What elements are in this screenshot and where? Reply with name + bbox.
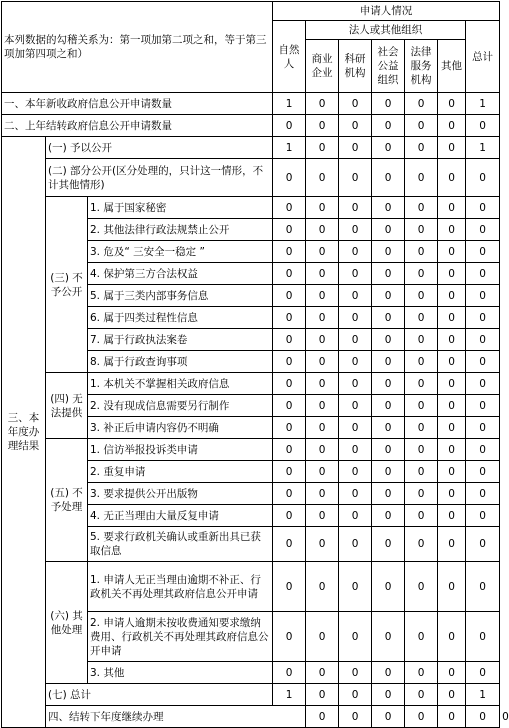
cell: 0 [405,241,438,263]
cell: 0 [372,263,405,285]
cell: 0 [339,461,372,483]
table-description: 本列数据的勾稽关系为：第一项加第二项之和，等于第三项加第四项之和） [2,2,273,93]
cell: 0 [273,197,306,219]
cell: 0 [405,439,438,461]
cell: 0 [466,307,500,329]
cell: 0 [405,527,438,562]
cell: 0 [405,505,438,527]
cell: 0 [438,329,466,351]
cell: 0 [306,483,339,505]
col-total: 总计 [466,21,500,93]
cell: 0 [339,505,372,527]
cell: 0 [466,351,500,373]
cell: 0 [405,115,438,137]
cell: 0 [306,159,339,197]
cell: 0 [339,612,372,662]
cell: 0 [306,662,339,684]
cell: 0 [306,115,339,137]
row-label: 一、本年新收政府信息公开申请数量 [2,93,273,115]
cell: 0 [273,505,306,527]
cell: 0 [466,241,500,263]
cell: 0 [306,439,339,461]
cell: 0 [273,159,306,197]
cell: 0 [306,93,339,115]
cell: 0 [339,395,372,417]
cell: 0 [438,612,466,662]
cell: 0 [273,562,306,612]
row-label: 1. 信访举报投诉类申请 [88,439,273,461]
cell: 0 [306,219,339,241]
cell: 0 [405,307,438,329]
cell: 0 [306,329,339,351]
cell: 0 [438,662,466,684]
table-row [2,373,500,395]
table-row: 四、结转下年度继续办理 0 0 0 0 0 0 0 [2,706,500,728]
cell: 0 [372,417,405,439]
cell: 0 [438,527,466,562]
row-label: 4. 无正当理由大量反复申请 [88,505,273,527]
cell: 0 [372,373,405,395]
cell: 0 [405,662,438,684]
cell: 0 [466,706,500,728]
section-3-label: 三、本年度办理结果 [2,137,46,728]
cell: 0 [306,417,339,439]
cell: 0 [405,562,438,612]
cell: 0 [339,329,372,351]
row-label: 1. 本机关不掌握相关政府信息 [88,373,273,395]
row-label: 3. 其他 [88,662,273,684]
cell: 1 [466,93,500,115]
cell: 0 [466,483,500,505]
cell: 0 [306,307,339,329]
cell: 0 [405,263,438,285]
cell: 0 [438,137,466,159]
subsection-5-label: (五) 不予处理 [46,439,88,562]
cell: 0 [438,285,466,307]
subsection-3-label: (三) 不予公开 [46,197,88,373]
cell: 0 [466,285,500,307]
cell: 0 [306,395,339,417]
cell: 0 [339,483,372,505]
cell: 0 [372,307,405,329]
cell: 0 [273,461,306,483]
cell: 0 [438,115,466,137]
cell: 0 [273,329,306,351]
cell: 0 [372,505,405,527]
cell: 0 [405,706,438,728]
cell: 0 [405,219,438,241]
cell: 0 [438,395,466,417]
cell: 0 [438,373,466,395]
cell: 0 [306,373,339,395]
cell: 0 [405,329,438,351]
cell: 0 [438,307,466,329]
cell: 0 [438,197,466,219]
col-other: 其他 [438,40,466,93]
cell: 0 [466,197,500,219]
cell: 0 [339,137,372,159]
col-research-institution: 科研机构 [339,40,372,93]
cell: 1 [273,684,306,706]
row-label: 6. 属于四类过程性信息 [88,307,273,329]
cell: 0 [466,263,500,285]
cell: 0 [372,137,405,159]
cell: 0 [372,241,405,263]
cell: 0 [339,159,372,197]
row-label: 二、上年结转政府信息公开申请数量 [2,115,273,137]
cell: 0 [306,263,339,285]
cell: 0 [466,461,500,483]
cell: 0 [466,527,500,562]
cell: 0 [405,285,438,307]
cell: 0 [372,219,405,241]
cell: 1 [273,137,306,159]
cell: 0 [339,197,372,219]
cell: 0 [339,706,372,728]
row-label: 5. 要求行政机关确认或重新出具已获取信息 [88,527,273,562]
applicant-situation-header: 申请人情况 [273,2,500,21]
cell: 0 [372,197,405,219]
cell: 0 [372,285,405,307]
cell: 0 [372,612,405,662]
table-row [2,197,500,219]
cell: 0 [339,93,372,115]
cell: 0 [405,137,438,159]
cell: 0 [273,307,306,329]
cell: 1 [466,137,500,159]
cell: 0 [438,263,466,285]
cell: 0 [306,706,339,728]
cell: 0 [339,373,372,395]
row-label: 3. 补正后申请内容仍不明确 [88,417,273,439]
cell: 0 [372,93,405,115]
cell: 0 [273,662,306,684]
cell: 0 [438,684,466,706]
row-label: (一) 予以公开 [46,137,273,159]
subsection-6-label: (六) 其他处理 [46,562,88,684]
cell: 0 [306,684,339,706]
cell: 0 [273,285,306,307]
cell: 0 [405,197,438,219]
cell: 0 [339,527,372,562]
cell: 0 [466,439,500,461]
cell: 0 [405,483,438,505]
cell: 0 [466,562,500,612]
cell: 1 [273,93,306,115]
cell: 0 [466,159,500,197]
row-label: 1. 属于国家秘密 [88,197,273,219]
row-label: 7. 属于行政执法案卷 [88,329,273,351]
cell: 0 [273,439,306,461]
table-row [2,137,500,159]
table-row [2,159,500,197]
cell: 0 [372,527,405,562]
cell: 0 [273,219,306,241]
cell: 0 [438,417,466,439]
table-row [2,562,500,612]
cell: 0 [273,417,306,439]
cell: 0 [438,93,466,115]
cell: 0 [405,684,438,706]
col-commercial-enterprise: 商业企业 [306,40,339,93]
cell: 0 [372,684,405,706]
cell: 0 [306,461,339,483]
info-disclosure-table [1,1,509,728]
cell: 0 [405,351,438,373]
cell: 0 [273,612,306,662]
cell: 0 [372,706,405,728]
row-label: 5. 属于三类内部事务信息 [88,285,273,307]
row-label: 四、结转下年度继续办理 [46,706,306,728]
row-label: (七) 总计 [46,684,273,706]
row-label: 3. 要求提供公开出版物 [88,483,273,505]
cell: 0 [306,137,339,159]
row-label: 2. 申请人逾期未按收费通知要求缴纳费用、行政机关不再处理其政府信息公开申请 [88,612,273,662]
cell: 0 [405,395,438,417]
col-public-welfare-org: 社会公益组织 [372,40,405,93]
cell: 0 [372,662,405,684]
cell: 0 [438,159,466,197]
cell: 0 [438,439,466,461]
row-label: 2. 其他法律行政法规禁止公开 [88,219,273,241]
row-label: (二) 部分公开(区分处理的，只计这一情形，不计其他情形) [46,159,273,197]
cell: 0 [306,527,339,562]
row-label: 2. 没有现成信息需要另行制作 [88,395,273,417]
cell: 0 [306,612,339,662]
legal-or-other-header: 法人或其他组织 [306,21,466,40]
cell: 0 [372,439,405,461]
cell: 0 [405,461,438,483]
row-label: 3. 危及“ 三安全一稳定 ” [88,241,273,263]
col-legal-service-org: 法律服务机构 [405,40,438,93]
subsection-4-label: (四) 无法提供 [46,373,88,439]
cell: 0 [339,241,372,263]
cell: 0 [372,159,405,197]
row-label: 2. 重复申请 [88,461,273,483]
cell: 0 [372,351,405,373]
cell: 0 [273,351,306,373]
cell: 0 [339,263,372,285]
cell: 0 [339,307,372,329]
table-row [2,684,500,706]
cell: 0 [339,417,372,439]
cell: 0 [339,439,372,461]
cell: 0 [273,395,306,417]
cell: 0 [372,562,405,612]
row-label: 4. 保护第三方合法权益 [88,263,273,285]
row-label: 8. 属于行政查询事项 [88,351,273,373]
cell: 0 [438,706,466,728]
cell: 0 [438,562,466,612]
cell: 0 [466,373,500,395]
cell: 0 [405,612,438,662]
cell: 0 [438,505,466,527]
cell: 0 [306,197,339,219]
cell: 0 [466,115,500,137]
cell: 0 [438,483,466,505]
cell: 0 [339,115,372,137]
cell: 0 [273,483,306,505]
col-natural-person: 自然人 [273,21,306,93]
cell: 0 [405,93,438,115]
cell: 1 [466,684,500,706]
cell: 0 [339,562,372,612]
cell: 0 [466,417,500,439]
cell: 0 [405,417,438,439]
cell: 0 [339,285,372,307]
row-label: 1. 申请人无正当理由逾期不补正、行政机关不再处理其政府信息公开申请 [88,562,273,612]
cell: 0 [466,662,500,684]
cell: 0 [466,395,500,417]
cell: 0 [372,115,405,137]
table-row [2,93,500,115]
cell: 0 [438,351,466,373]
cell: 0 [466,505,500,527]
cell: 0 [306,241,339,263]
cell: 0 [372,461,405,483]
cell: 0 [438,461,466,483]
table-row [2,115,500,137]
cell: 0 [273,263,306,285]
cell: 0 [273,373,306,395]
cell: 0 [339,684,372,706]
cell: 0 [405,159,438,197]
cell: 0 [339,219,372,241]
cell: 0 [306,562,339,612]
cell: 0 [466,219,500,241]
cell: 0 [466,329,500,351]
cell: 0 [372,395,405,417]
cell: 0 [466,612,500,662]
cell: 0 [405,373,438,395]
table-row [2,439,500,461]
cell: 0 [273,241,306,263]
cell: 0 [273,527,306,562]
cell: 0 [339,351,372,373]
cell: 0 [306,351,339,373]
cell: 0 [273,115,306,137]
cell: 0 [372,483,405,505]
cell: 0 [306,285,339,307]
cell: 0 [306,505,339,527]
cell: 0 [372,329,405,351]
cell: 0 [438,241,466,263]
cell: 0 [339,662,372,684]
cell: 0 [438,219,466,241]
